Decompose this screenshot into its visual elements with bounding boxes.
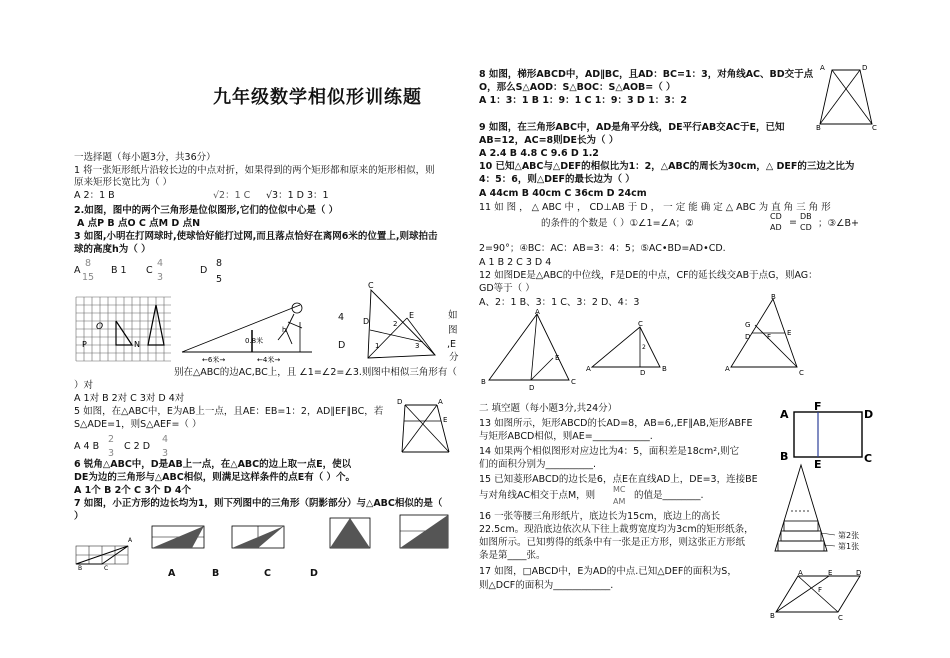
svg-text:C: C <box>638 320 643 328</box>
q5-figure <box>397 400 457 460</box>
q3-option-b: B 1 <box>111 265 127 276</box>
svg-text:G: G <box>745 321 751 329</box>
q8-line-2: O，那么S△AOD：S△BOC：S△AOB=（ ） <box>479 82 676 93</box>
q9-triangle-figure <box>481 308 576 392</box>
svg-text:0.8米: 0.8米 <box>245 337 264 345</box>
q3-d-numerator: 8 <box>216 258 223 269</box>
svg-text:A: A <box>438 398 443 406</box>
q1-line-1: 1 将一张矩形纸片沿较长边的中点对折，如果得到的两个矩形都和原来的矩形相似，则 <box>74 165 435 176</box>
q15-tail: 的值是________. <box>634 490 704 501</box>
q11-right-triangle-figure <box>586 320 670 377</box>
q17-parallelogram-figure <box>770 570 865 625</box>
q14-line-2: 们的面积分别为__________. <box>479 459 597 470</box>
svg-text:A: A <box>798 569 803 577</box>
svg-text:3: 3 <box>415 342 420 350</box>
q4-side-char-2: 图 <box>448 325 458 336</box>
q16-strip-label-1: 第1张 <box>838 542 860 551</box>
svg-text:←6米→: ←6米→ <box>202 356 226 364</box>
q8-line-1: 8 如图，梯形ABCD中，AD∥BC，且AD：BC=1：3，对角线AC、BD交于点 <box>479 69 814 80</box>
svg-text:E: E <box>555 354 560 362</box>
q6-options: A 1个 B 2个 C 3个 D 4个 <box>74 485 192 496</box>
section-fill-header: 二 填空题（每小题3分,共24分） <box>479 403 618 414</box>
q1-options-c: √2：1 C <box>213 190 251 201</box>
q13-label-b: B <box>780 450 789 463</box>
svg-text:D: D <box>745 333 751 341</box>
svg-text:D: D <box>363 317 370 326</box>
q10-options: A 44cm B 40cm C 36cm D 24cm <box>479 188 647 199</box>
q7-label-d: D <box>310 568 318 579</box>
svg-text:E: E <box>409 311 415 320</box>
svg-text:C: C <box>872 124 877 132</box>
svg-text:D: D <box>397 398 403 406</box>
q9-line-2: AB=12，AC=8则DE长为（ ） <box>479 135 619 146</box>
q17-line-2: 则△DCF的面积为____________. <box>479 580 614 591</box>
q8-options: A 1：3：1 B 1：9：1 C 1：9：3 D 1：3：2 <box>479 95 687 106</box>
svg-text:A: A <box>725 365 730 373</box>
svg-text:E: E <box>828 569 833 577</box>
svg-text:F: F <box>818 586 823 594</box>
q1-options-a: A 2：1 B <box>74 190 115 201</box>
svg-text:P: P <box>82 340 87 349</box>
svg-text:O: O <box>96 322 104 332</box>
q13-label-f: F <box>814 400 822 413</box>
q3-option-c: C <box>146 265 153 276</box>
page-title: 九年级数学相似形训练题 <box>213 87 422 108</box>
q6-line-2: DE为边的三角形与△ABC相似，则满足这样条件的点E有（ ）个。 <box>74 472 356 483</box>
q3-a-denominator: 15 <box>82 272 95 283</box>
q3-option-a: A <box>74 265 81 276</box>
q5-line-2: S△ADE=1，则S△AEF=（ ） <box>74 419 202 430</box>
q3-line-2: 球的高度h为（ ） <box>74 244 151 255</box>
q13-label-e: E <box>814 458 822 471</box>
q9-options: A 2.4 B 4.8 C 9.6 D 1.2 <box>479 148 599 159</box>
svg-text:B: B <box>770 612 775 620</box>
q4-side-char-1: 如 <box>448 310 458 321</box>
svg-text:2: 2 <box>393 320 398 328</box>
svg-text:1: 1 <box>375 342 380 350</box>
q7-abc-figure <box>76 530 136 570</box>
svg-text:B: B <box>662 365 667 373</box>
q2-text: 2.如图，图中的两个三角形是位似图形,它们的位似中心是（ ） <box>74 205 339 216</box>
q7-option-d-figure <box>400 515 460 551</box>
q4-options: A 1对 B 2对 C 3对 D 4对 <box>74 393 185 404</box>
q11-frac2-den: CD <box>800 223 812 232</box>
q16-line-1: 16 一张等腰三角形纸片，底边长为15cm，底边上的高长 <box>479 511 721 522</box>
svg-text:D: D <box>529 384 535 392</box>
svg-text:N: N <box>134 340 140 349</box>
q4-triangle-figure <box>363 281 443 365</box>
q5-b-numerator: 2 <box>108 434 115 445</box>
q3-option-d: D <box>200 265 208 276</box>
q12-line-1: 12 如图DE是△ABC的中位线，F是DE的中点，CF的延长线交AB于点G，则AG： <box>479 270 818 281</box>
q1-line-2: 原来矩形长宽比为（ ） <box>74 177 173 188</box>
q15-frac-den: AM <box>613 497 626 506</box>
q11-line-1: 11 如 图 ， △ ABC 中 ， CD⊥AB 于 D ， 一 定 能 确 定 △ ABC 为 直 角 三 角 形 <box>479 202 831 213</box>
svg-text:F: F <box>767 333 772 341</box>
q13-label-c: C <box>864 452 873 465</box>
q13-line-2: 与矩形ABCD相似，则AE=____________. <box>479 431 653 442</box>
q13-rectangle-figure <box>780 400 890 471</box>
q13-line-1: 13 如图所示，矩形ABCD的长AD=8，AB=6,,EF∥AB,矩形ABFE <box>479 418 753 429</box>
q16-line-4: 条是第____张。 <box>479 550 546 561</box>
q7-line-2: ） <box>74 511 84 522</box>
q13-label-d: D <box>864 408 874 421</box>
q11-line-3: 2=90°；④BC：AC：AB=3：4：5；⑤AC•BD=AD•CD. <box>479 243 726 254</box>
q5-d-denominator: 3 <box>162 448 169 459</box>
q15-line-1: 15 已知菱形ABCD的边长是6，点E在直线AD上，DE=3，连接BE <box>479 474 758 485</box>
q7-option-a-figure <box>152 526 212 556</box>
q5-d-numerator: 4 <box>162 434 169 445</box>
svg-text:D: D <box>856 569 862 577</box>
svg-text:A: A <box>128 537 133 544</box>
q11-options: A 1 B 2 C 3 D 4 <box>479 257 552 268</box>
q5-options-cd: C 2 D <box>124 441 151 452</box>
q3-c-denominator: 3 <box>157 272 164 283</box>
svg-text:C: C <box>104 565 109 572</box>
q13-label-a: A <box>780 408 789 421</box>
q11-line-2-tail: ；③∠B+ <box>818 218 860 229</box>
q7-line-1: 7 如图，小正方形的边长均为1，则下列图中的三角形（阴影部分）与△ABC相似的是（ <box>74 498 443 509</box>
svg-text:h: h <box>282 326 287 334</box>
svg-text:E: E <box>443 416 448 424</box>
section-choice-header: 一选择题（每小题3分，共36分） <box>74 152 216 163</box>
q5-line-1: 5 如图，在△ABC中，E为AB上一点，且AE：EB=1：2，AD∥EF∥BC，若 <box>74 406 384 417</box>
q11-equals: = <box>789 217 797 228</box>
q10-line-1: 10 已知△ABC与△DEF的相似比为1：2，△ABC的周长为30cm，△ DEF的三边之比为 <box>479 161 855 172</box>
svg-text:A: A <box>535 308 540 316</box>
svg-text:B: B <box>78 565 83 572</box>
q12-triangle-figure <box>725 295 815 380</box>
q15-frac-num: MC <box>613 485 626 494</box>
svg-text:D: D <box>862 64 868 72</box>
q15-line-2: 与对角线AC相交于点M，则 <box>479 490 596 501</box>
svg-text:A: A <box>586 365 591 373</box>
q16-strip-label-2: 第2张 <box>838 531 860 540</box>
q7-option-c-figure <box>330 518 390 552</box>
q3-tennis-figure <box>182 300 332 365</box>
q4-side-char-3: ,E <box>447 339 457 350</box>
q16-line-3: 如图所示。已知剪得的纸条中有一张是正方形，则这张正方形纸 <box>479 537 746 548</box>
q1-options-d: √3：1 D 3：1 <box>266 190 329 201</box>
q3-c-numerator: 4 <box>157 258 164 269</box>
svg-text:←4米→: ←4米→ <box>257 356 281 364</box>
svg-text:E: E <box>787 329 792 337</box>
q7-option-b-figure <box>232 526 292 556</box>
q7-label-c: C <box>264 568 271 579</box>
svg-text:B: B <box>481 378 486 386</box>
svg-text:C: C <box>799 369 804 377</box>
q5-b-denominator: 3 <box>108 448 115 459</box>
q6-line-1: 6 锐角△ABC中，D是AB上一点，在△ABC的边上取一点E，使以 <box>74 459 352 470</box>
svg-text:B: B <box>816 124 821 132</box>
svg-text:B: B <box>771 293 776 301</box>
svg-text:D: D <box>640 369 646 377</box>
q4-text: 别在△ABC的边AC,BC上，且 ∠1=∠2=∠3.则图中相似三角形有（ <box>174 367 457 378</box>
svg-text:C: C <box>368 281 374 290</box>
q3-line-1: 3 如图,小明在打网球时,使球恰好能打过网,而且落点恰好在离网6米的位置上,则球拍击 <box>74 231 438 242</box>
q3-d-denominator: 5 <box>216 274 223 285</box>
q9-line-1: 9 如图，在三角形ABC中，AD是角平分线，DE平行AB交AC于E，已知 <box>479 122 785 133</box>
q16-line-2: 22.5cm。现沿底边依次从下往上裁剪宽度均为3cm的矩形纸条， <box>479 524 754 535</box>
q7-label-b: B <box>212 568 220 579</box>
q3-a-numerator: 8 <box>85 258 92 269</box>
q11-frac1-den: AD <box>770 223 782 232</box>
q11-frac1-num: CD <box>770 212 782 221</box>
q2-grid-figure <box>76 297 176 367</box>
q12-line-2: GD等于（ ） <box>479 283 535 294</box>
q4-text-2: ）对 <box>74 380 94 391</box>
q4-side-char-4: 分 <box>449 352 459 363</box>
q10-line-2: 4：5：6，则△DEF的最长边为（ ） <box>479 174 635 185</box>
svg-text:C: C <box>571 378 576 386</box>
q2-options: A 点P B 点O C 点M D 点N <box>77 218 201 229</box>
q8-trapezoid-figure <box>816 64 882 132</box>
q12-options: A、2：1 B、3：1 C、3：2 D、4：3 <box>479 297 640 308</box>
svg-text:2: 2 <box>642 344 646 351</box>
svg-text:C: C <box>838 614 843 622</box>
q4-number: 4 <box>338 312 345 323</box>
q4-side-d: D <box>338 340 346 351</box>
q11-frac2-num: DB <box>800 212 812 221</box>
svg-text:A: A <box>820 64 825 72</box>
q17-line-1: 17 如图，□ABCD中，E为AD的中点.已知△DEF的面积为S， <box>479 566 737 577</box>
q5-options-ab: A 4 B <box>74 441 100 452</box>
q14-line-1: 14 如果两个相似图形对应边比为4：5，面积差是18cm²,则它 <box>479 446 740 457</box>
q7-label-a: A <box>168 568 176 579</box>
q11-line-2: 的条件的个数是（ ）①∠1=∠A；② <box>541 218 694 229</box>
